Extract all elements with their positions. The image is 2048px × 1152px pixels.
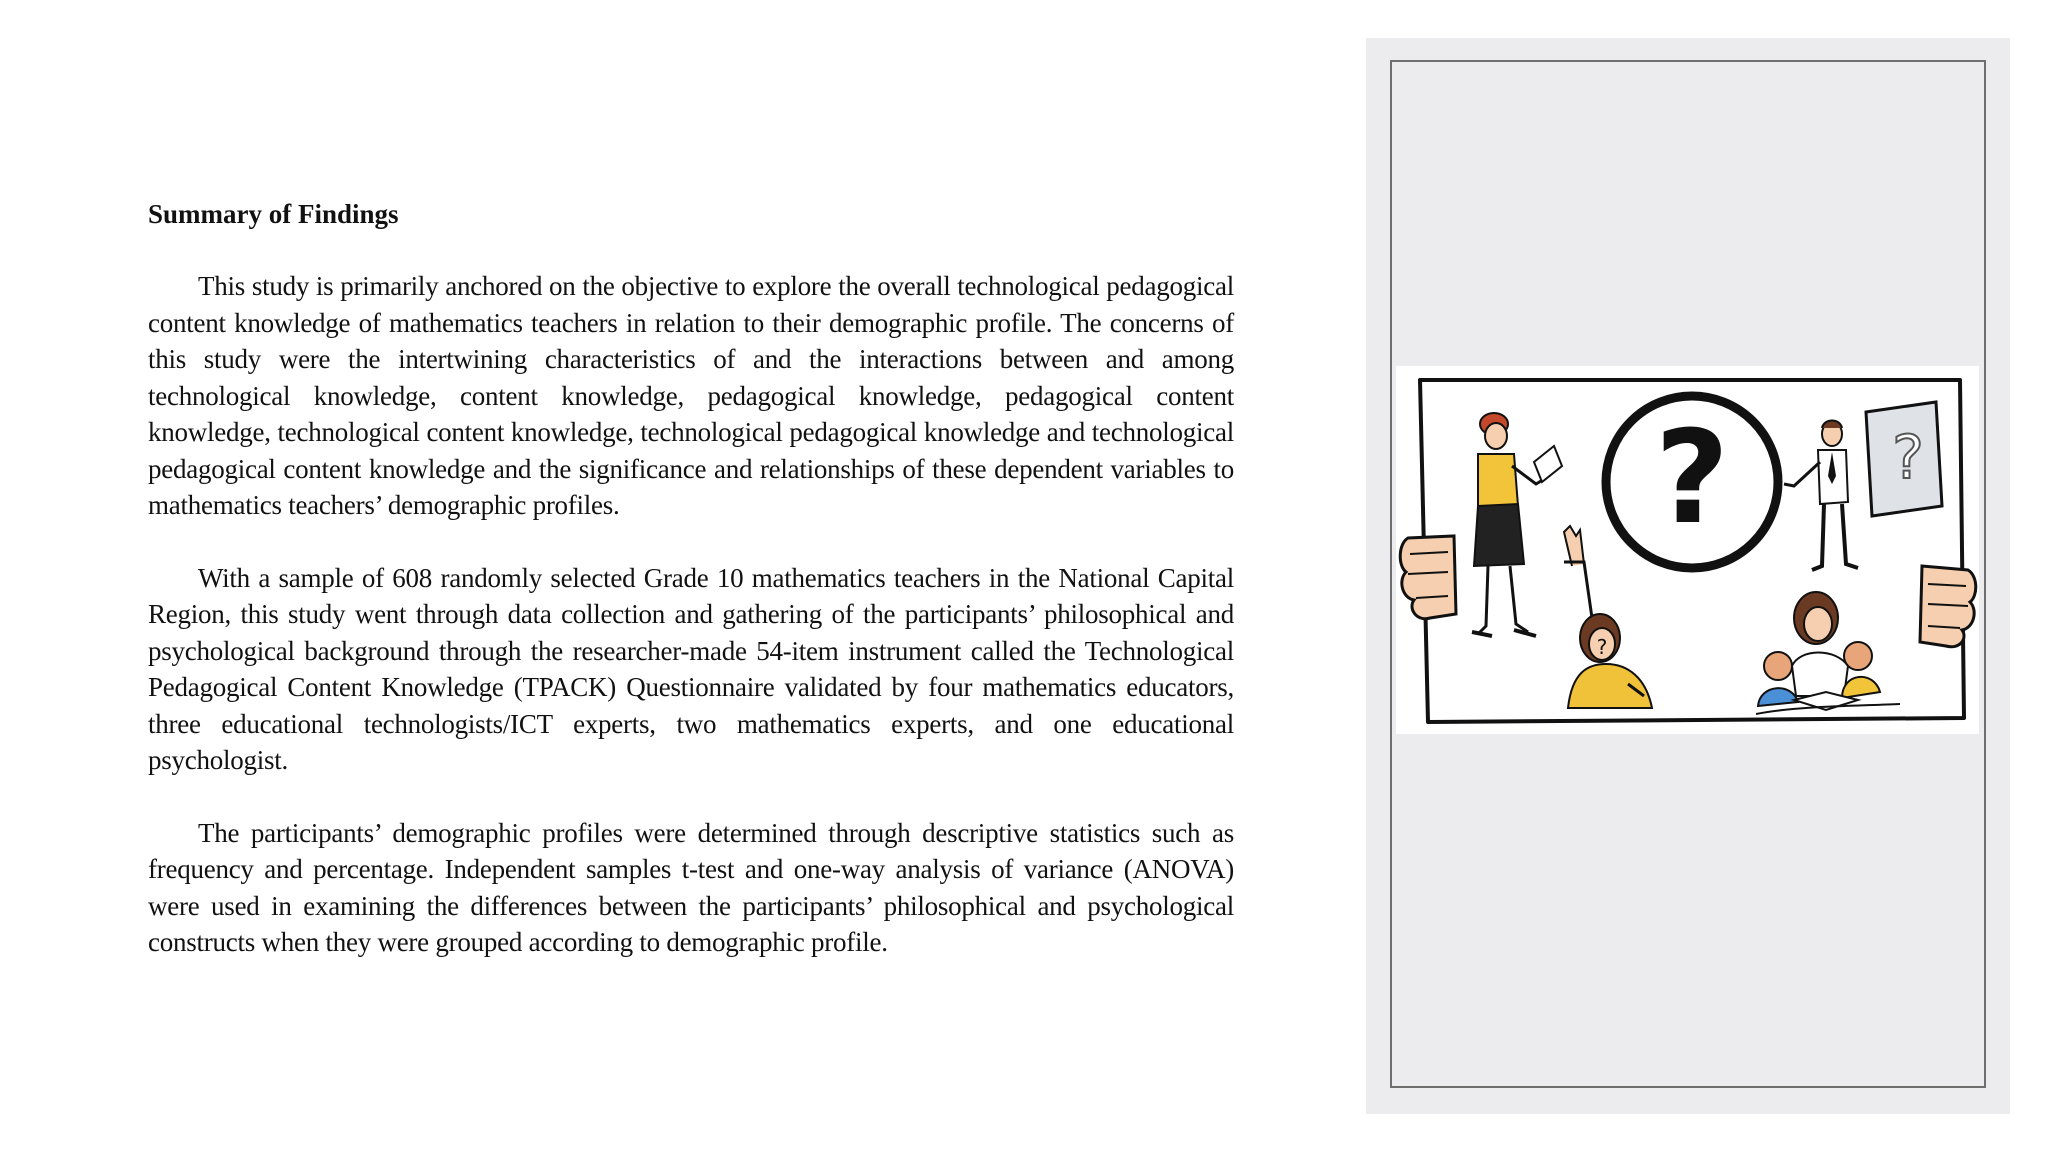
section-heading: Summary of Findings (148, 199, 399, 229)
paragraph-statistics: The participants’ demographic profiles were determined through descriptive statistics such as frequency and percentage. Independent samples t-test and one-way analysis of variance (ANOVA) were used in examining the differences between the participants’ philosophical and psychological constructs when they were grouped according to demographic profile. (148, 817, 1234, 957)
paragraph-objective: This study is primarily anchored on the objective to explore the overall technological pedagogical content knowledge of mathematics teachers in relation to their demographic profile. The concerns of this study were the intertwining characteristics of and the interactions between and among technological knowledge, content knowledge, pedagogical knowledge, pedagogical content knowledge, technological content knowledge, technological pedagogical knowledge and technological pedagogical content knowledge and the significance and relationships of these dependent variables to mathematics teachers’ demographic profiles. (148, 271, 1234, 520)
right-hand-icon (1920, 566, 1976, 647)
svg-text:?: ? (1596, 635, 1608, 659)
question-mark-icon (1606, 396, 1778, 568)
document-text (148, 196, 1234, 997)
question-board-illustration (1396, 366, 1979, 734)
left-hand-icon (1400, 536, 1456, 619)
paragraph-sample: With a sample of 608 randomly selected Grade 10 mathematics teachers in the National Capital Region, this study went through data collection and gathering of the participants’ philosophical and psychological background through the researcher-made 54-item instrument called the Technological Pedagogical Content Knowledge (TPACK) Questionnaire validated by four mathematics educators, three educational technologists/ICT experts, two mathematics experts, and one educational psychologist. (148, 562, 1234, 775)
svg-text:?: ? (1654, 404, 1730, 553)
svg-text:?: ? (1892, 423, 1924, 493)
